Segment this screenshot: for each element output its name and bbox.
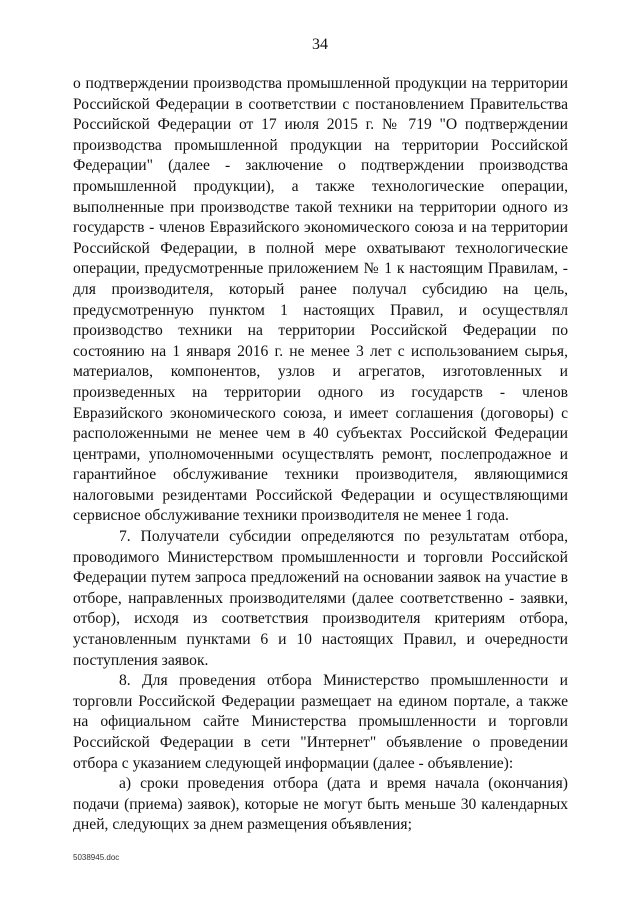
file-name-footer: 5038945.doc [73,853,120,862]
paragraph-subitem-a: а) сроки проведения отбора (дата и время начала (окончания) подачи (приема) заявок), которые не могут быть меньше 30 календарных дней, следующих за днем размещения объявления; [73,775,568,834]
page-number: 34 [312,36,328,53]
document-body [73,74,568,836]
paragraph-item-7: 7. Получатели субсидии определяются по результатам отбора, проводимого Министерством промышленности и торговли Российской Федерации путем запроса предложений на основании заявок на участие в отборе, направленных производителями (далее соответственно - заявки, отбор), исходя из соответствия производителя критериям отбора, установленным пунктами 6 и 10 настоящих Правил, и очередности поступления заявок. [73,528,568,669]
paragraph-continuation: о подтверждении производства промышленной продукции на территории Российской Федерации в соответствии с постановлением Правительства Российской Федерации от 17 июля 2015 г. № 719 "О подтверждении производства промышленной продукции на территории Российской Федерации" (далее - заключение о подтверждении производства промышленной продукции), а также технологические операции, выполненные при производстве такой техники на территории одного из государств - членов Евразийского экономического союза и на территории Российской Федерации, в полной мере охватывают технологические операции, предусмотренные приложением № 1 к настоящим Правилам, - для производителя, который ранее получал субсидию на цель, предусмотренную пунктом 1 настоящих Правил, и осуществлял производство техники на территории Российской Федерации по состоянию на 1 января 2016 г. не менее 3 лет с использованием сырья, материалов, компонентов, узлов и агрегатов, изготовленных и произведенных на территории одного из государств - членов Евразийского экономического союза, и имеет соглашения (договоры) с расположенными не менее чем в 40 субъектах Российской Федерации центрами, уполномоченными осуществлять ремонт, послепродажное и гарантийное обслуживание техники производителя, являющимися налоговыми резидентами Российской Федерации и осуществляющими сервисное обслуживание техники производителя не менее 1 года. [73,75,568,525]
paragraph-item-8: 8. Для проведения отбора Министерство промышленности и торговли Российской Федерации размещает на едином портале, а также на официальном сайте Министерства промышленности и торговли Российской Федерации в сети "Интернет" объявление о проведении отбора с указанием следующей информации (далее - объявление): [73,672,568,772]
